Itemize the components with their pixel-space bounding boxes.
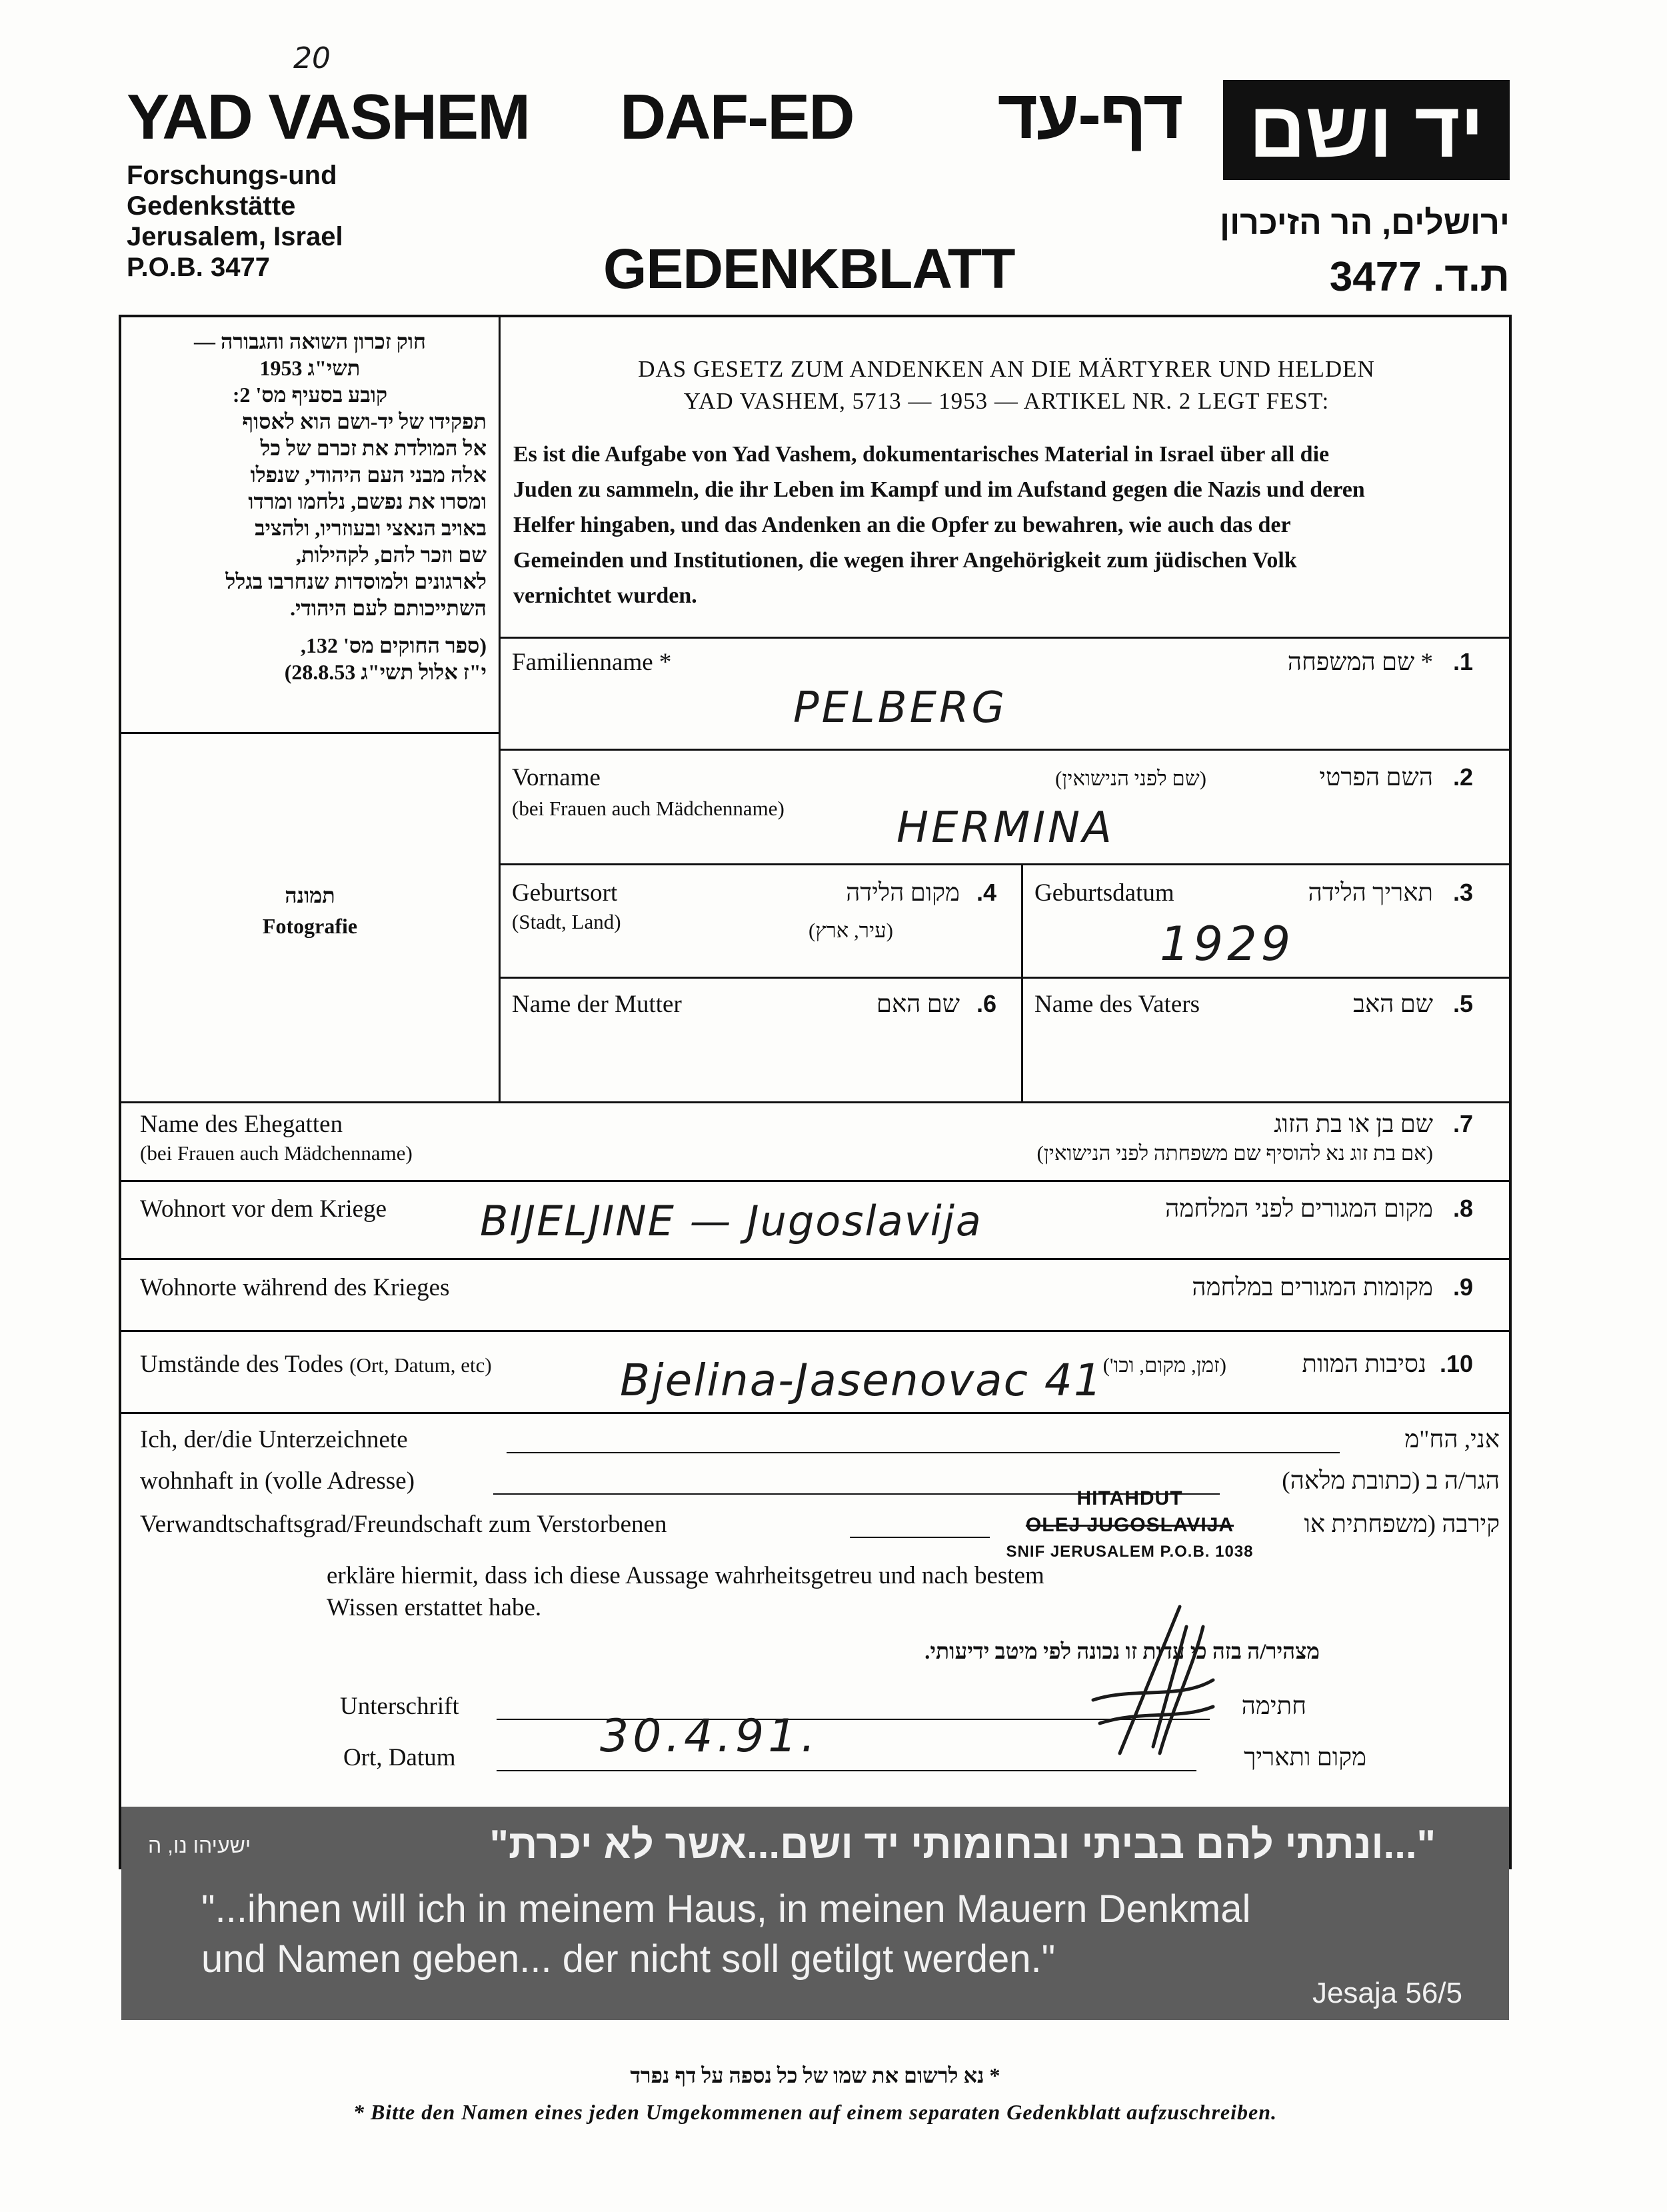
spouse-label-hebrew: שם בן או בת הזוג [1274,1111,1433,1138]
place-date-line[interactable] [497,1770,1196,1771]
law-body-line: Juden zu sammeln, die ihr Leben im Kampf und im Aufstand gegen die Nazis und deren [513,477,1365,502]
spouse-label: Name des Ehegatten [140,1111,343,1138]
frame-top [119,315,1512,317]
law-hebrew-line: אלה מבני העם היהודי, שנפלו [250,463,487,487]
family-name-value[interactable]: PELBERG [793,683,1008,733]
law-hebrew-line: שם וזכר להם, לקהילות, [296,543,487,567]
hebrew-address: ירושלים, הר הזיכרון [1220,204,1510,241]
institution-address [127,160,343,283]
relation-line[interactable] [850,1537,990,1538]
hebrew-pob: ת.ד. 3477 [1329,254,1510,300]
signature-scribble [1080,1600,1226,1760]
address-line: P.O.B. 3477 [127,253,270,282]
address-line: Forschungs-und [127,161,337,190]
address-label: wohnhaft in (volle Adresse) [140,1467,415,1495]
death-label-sub: (Ort, Datum, etc) [349,1353,492,1377]
law-text-hebrew [133,328,487,685]
birth-place-sublabel-hebrew: (עיר, ארץ) [808,919,893,942]
spouse-sublabel-hebrew: (אם בת זוג נא להוסיף שם משפחתה לפני הנישואין) [1036,1141,1433,1165]
law-hebrew-line: תשי"ג 1953 [259,356,361,380]
relation-label-hebrew: קירבה (משפחתית או [1304,1511,1500,1538]
banner-hebrew-reference: ישעיהו נו, ה [148,1833,251,1857]
brand-yad-vashem: YAD VASHEM [127,81,530,153]
form-title: GEDENKBLATT [603,237,1015,300]
death-sublabel-hebrew: (זמן, מקום, וכו') [1102,1353,1226,1377]
banner-german-line-2: und Namen geben... der nicht soll getilgt werden." [201,1937,1056,1981]
quote-banner [121,1807,1509,2020]
law-hebrew-line: השתייכותם לעם היהודי. [290,596,487,620]
residence-before-label-hebrew: מקום המגורים לפני המלחמה [1165,1195,1433,1223]
footer-note-hebrew: * נא לרשום את שמו של כל נספה על דף נפרד [630,2063,1000,2087]
yad-vashem-logo: יד ושם [1223,80,1510,180]
birth-place-sublabel: (Stadt, Land) [512,910,621,933]
field-number: .1 [1453,648,1474,675]
first-name-sublabel-hebrew: (שם לפני הנישואין) [1055,767,1206,790]
place-date-label-hebrew: מקום ותאריך [1244,1744,1366,1771]
first-name-value[interactable]: HERMINA [896,803,1114,853]
photo-area [121,880,499,941]
law-hebrew-line: ומסרו את נפשם, נלחמו ומרדו [248,489,487,513]
row-divider [119,1258,1512,1260]
family-name-label: Familienname * [512,649,672,676]
residence-during-label: Wohnorte während des Krieges [140,1274,450,1301]
address-line: Gedenkstätte [127,191,296,221]
row-divider [499,637,1509,639]
row-divider [499,863,1509,865]
law-body-line: Es ist die Aufgabe von Yad Vashem, dokumentarisches Material in Israel über all die [513,442,1330,467]
law-hebrew-line: לארגונים ולמוסדות שנחרבו בגלל [225,569,487,593]
law-box-bottom [119,732,499,734]
banner-german-line-1: "...ihnen will ich in meinem Haus, in meinen Mauern Denkmal [201,1887,1251,1931]
field-number: .2 [1453,763,1474,791]
law-body-line: Helfer hingaben, und das Andenken an die Opfer zu bewahren, wie auch das der [513,513,1291,537]
first-name-sublabel: (bei Frauen auch Mädchenname) [512,797,785,820]
photo-label-hebrew: תמונה [285,883,335,907]
place-date-label: Ort, Datum [343,1744,456,1771]
undersigned-line[interactable] [507,1452,1340,1453]
law-body-line: Gemeinden und Institutionen, die wegen ihrer Angehörigkeit zum jüdischen Volk [513,548,1297,573]
organization-stamp [986,1485,1273,1565]
law-hebrew-line: חוק זכרון השואה והגבורה — [194,329,426,353]
field-number: .5 [1453,990,1474,1017]
footer-note-german: * Bitte den Namen eines jeden Umgekommenen auf einem separaten Gedenkblatt aufzuschreiben. [353,2100,1277,2124]
address-line: Jerusalem, Israel [127,222,343,251]
stamp-line: SNIF JERUSALEM P.O.B. 1038 [1006,1543,1254,1561]
relation-label: Verwandtschaftsgrad/Freundschaft zum Verstorbenen [140,1511,667,1538]
statement-hebrew: מצהיר/ה בזה כי עדות זו נכונה לפי מיטב ידיעותי. [924,1640,1320,1664]
father-name-label: Name des Vaters [1034,991,1200,1018]
death-label-main: Umstände des Todes [140,1351,344,1378]
birth-place-label: Geburtsort [512,879,618,907]
law-hebrew-line: תפקידו של יד-ושם הוא לאסוף [242,409,487,433]
row-divider [119,1412,1512,1414]
undersigned-label: Ich, der/die Unterzeichnete [140,1426,408,1453]
field-number: .4 [976,879,997,906]
death-circumstances-label [140,1350,492,1379]
address-label-hebrew: הגר/ה ב (כתובת מלאה) [1282,1467,1500,1495]
frame-right [1509,315,1512,1868]
law-heading-german [513,353,1500,417]
statement-line-2: Wissen erstattet habe. [327,1594,542,1621]
law-heading-line: YAD VASHEM, 5713 — 1953 — ARTIKEL NR. 2 LEGT FEST: [683,388,1330,414]
birth-place-label-hebrew: מקום הלידה [846,879,960,907]
death-circumstances-value[interactable]: Bjelina-Jasenovac 41 [620,1355,1103,1406]
row-divider [119,1101,1512,1103]
law-hebrew-line: קובע בסעיף מס' 2: [232,383,388,407]
field-number: .8 [1453,1195,1474,1222]
row-divider [499,749,1509,751]
first-name-label: Vorname [512,764,601,791]
law-body-german [513,437,1500,613]
signature-label-hebrew: חתימה [1241,1693,1306,1720]
stamp-line: OLEJ JUGOSLAVIJA [1025,1514,1234,1536]
law-hebrew-line: י"ז אלול תשי"ג 28.8.53) [284,660,487,684]
statement-line-1: erkläre hiermit, dass ich diese Aussage wahrheitsgetreu und nach bestem [327,1562,1044,1589]
stamp-line: HITAHDUT [1076,1487,1183,1509]
undersigned-label-hebrew: אני, הח"מ [1404,1426,1500,1453]
field-number: .6 [976,990,997,1017]
birth-date-label: Geburtsdatum [1034,879,1174,907]
residence-before-value[interactable]: BIJELJINE — Jugoslavija [480,1197,982,1245]
residence-before-label: Wohnort vor dem Kriege [140,1195,387,1223]
first-name-label-hebrew: השם הפרטי [1319,764,1433,791]
law-column-divider [499,315,501,1101]
brand-hebrew: דף-עד [997,76,1182,153]
column-divider [1021,863,1023,1101]
law-hebrew-line: (ספר החוקים מס' 132, [300,633,487,657]
spouse-sublabel: (bei Frauen auch Mädchenname) [140,1141,413,1165]
law-hebrew-line: אל המולדת את זכרם של כל [260,436,487,460]
brand-daf-ed: DAF-ED [620,81,854,153]
law-hebrew-line: באויב הנאצי ובעוזריו, ולהציב [255,516,487,540]
law-heading-line: DAS GESETZ ZUM ANDENKEN AN DIE MÄRTYRER UND HELDEN [638,356,1375,382]
row-divider [119,1330,1512,1332]
family-name-label-hebrew: * שם המשפחה [1287,649,1433,676]
banner-hebrew-quote: "...ונתתי להם בביתי ובחומותי יד ושם...אשר לא יכרת" [489,1822,1436,1867]
mother-name-label-hebrew: שם האם [876,991,960,1018]
photo-label-german: Fotografie [262,914,358,938]
birth-date-value[interactable]: 1929 [1160,917,1295,971]
signature-label: Unterschrift [340,1693,459,1720]
father-name-label-hebrew: שם האב [1353,991,1433,1018]
row-divider [119,1180,1512,1182]
birth-date-label-hebrew: תאריך הלידה [1308,879,1433,907]
field-number: .7 [1453,1110,1474,1137]
field-number: .3 [1453,879,1474,906]
place-date-value[interactable]: 30.4.91. [600,1710,820,1763]
field-number: .9 [1453,1273,1474,1301]
banner-german-reference: Jesaja 56/5 [1312,1977,1462,2009]
frame-left [119,315,121,1868]
handwritten-mark: 20 [293,41,331,75]
death-label-hebrew: נסיבות המוות [1302,1351,1426,1378]
row-divider [499,977,1509,979]
law-body-line: vernichtet wurden. [513,583,697,608]
residence-during-label-hebrew: מקומות המגורים במלחמה [1192,1274,1433,1301]
mother-name-label: Name der Mutter [512,991,682,1018]
field-number: .10 [1440,1350,1474,1377]
